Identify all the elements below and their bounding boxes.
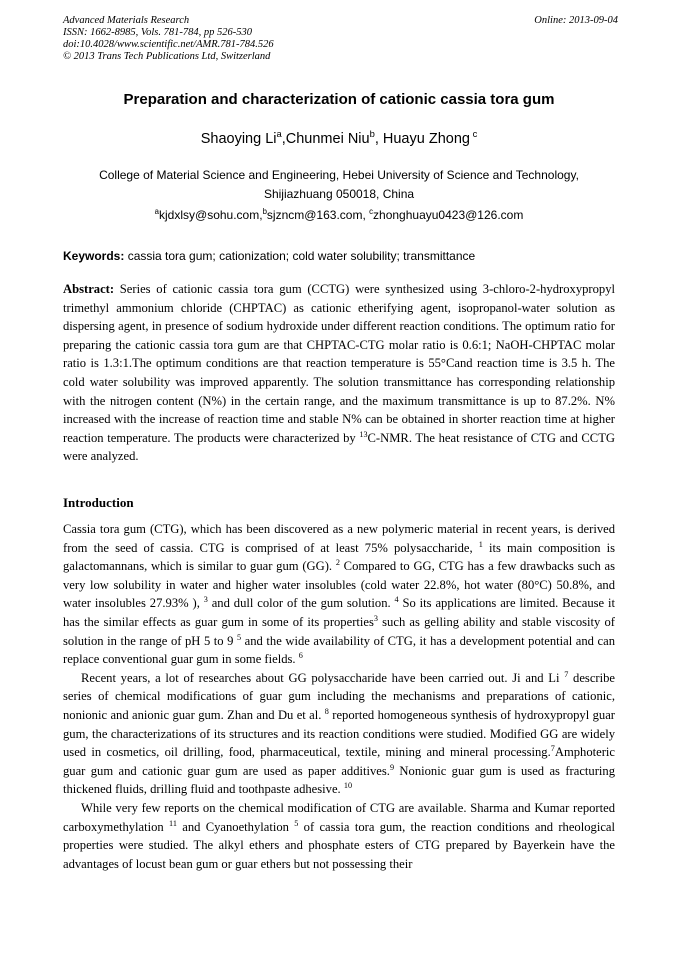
paper-title: Preparation and characterization of cationic cassia tora gum — [123, 91, 555, 108]
citation-ref: 1 — [478, 539, 483, 549]
paragraph-text: and dull color of the gum solution. — [207, 596, 395, 611]
citation-ref: 10 — [343, 781, 353, 791]
isotope-superscript: 13 — [359, 429, 368, 439]
author-name: Chunmei Niu — [285, 131, 370, 147]
citation-ref: 5 — [237, 632, 242, 642]
email-address: zhonghuayu0423@126.com — [373, 208, 524, 222]
abstract-text: Series of cationic cassia tora gum (CCTG) were synthesized using 3-chloro-2-hydroxypropyl trimethyl ammonium chloride (CHPTAC) as cationic etherifying agent, isopropanol-water solution as dispersing agent, in presence of sodium hydroxide under different reaction conditions. The optimum ratio for preparing the cationic cassia tora gum are that CHPTAC-CTG molar ratio is 0.6:1; NaOH-CHPTAC molar ratio is 1.3:1.The optimum conditions are that reaction temperature is 55°Cand reaction time is 3.5 h. The cold water solubility was improved apparently. The solution transmittance has corresponding relationship with the nitrogen content (N%) in the certain range, and the maximum transmittance is up to 87.2%. N% increased with the increase of reaction time and stable N% can be obtained in shorter reaction time at higher reaction temperature. The products were characterized by — [63, 282, 615, 445]
paragraph-text: its main composition is galactomannans, which is similar to guar gum (GG). — [63, 540, 615, 574]
paragraph-text: and the wide availability of CTG, it has a development potential and can replace conventional guar gum in some fields. — [63, 633, 616, 667]
paragraph — [63, 799, 615, 873]
section-heading: Introduction — [63, 495, 134, 510]
author-separator: , — [374, 131, 383, 147]
paragraph-text: of cassia tora gum, the reaction conditions and rheological properties were studied. The alkyl ethers and phosphate esters of CTG prepared by Bayerkein have the advantages of locust bean gum or guar ethers but not possessing their — [63, 819, 616, 871]
abstract-text: C-NMR. The heat resistance of CTG and CCTG were analyzed. — [63, 430, 615, 464]
citation-ref: 8 — [324, 706, 329, 716]
paragraph-text: Recent years, a lot of researches about GG polysaccharide have been carried out. Ji and Li — [81, 670, 565, 685]
citation-ref: 3 — [373, 613, 378, 623]
doi-line: doi:10.4028/www.scientific.net/AMR.781-784.526 — [63, 39, 274, 50]
author-name: Shaoying Li — [200, 131, 277, 147]
author-affil-mark: c — [469, 128, 478, 140]
paragraph-text: and Cyanoethylation — [176, 819, 295, 834]
paragraph-text: While very few reports on the chemical modification of CTG are available. Sharma and Kumar reported carboxymethylation — [63, 800, 615, 834]
paragraph — [63, 520, 615, 669]
keywords-text: cassia tora gum; cationization; cold water solubility; transmittance — [124, 249, 476, 263]
citation-ref: 2 — [335, 558, 340, 567]
online-date: Online: 2013-09-04 — [534, 15, 618, 26]
keywords-label: Keywords: — [63, 249, 125, 263]
journal-header — [63, 15, 618, 63]
author-emails — [0, 208, 678, 222]
citation-ref: 7 — [564, 669, 569, 679]
email-mark: a — [154, 207, 160, 216]
citation-ref: 5 — [294, 818, 299, 828]
citation-ref: 7 — [550, 743, 555, 753]
copyright-line: © 2013 Trans Tech Publications Ltd, Switzerland — [63, 51, 271, 62]
author-separator: , — [281, 131, 286, 147]
citation-ref: 6 — [298, 650, 303, 660]
paragraph-text: Amphoteric guar gum and cationic guar gum are used as paper additives. — [63, 745, 615, 778]
affiliation — [70, 166, 608, 204]
affiliation-line: College of Material Science and Engineering, Hebei University of Science and Technology, — [99, 168, 579, 182]
author-affil-mark: b — [369, 128, 375, 140]
issn-line: ISSN: 1662-8985, Vols. 781-784, pp 526-530 — [63, 27, 252, 38]
author-name: Huayu Zhong — [382, 131, 470, 147]
paragraph-text: such as gelling ability and stable viscosity of solution in the range of pH 5 to 9 — [63, 614, 615, 648]
keywords — [63, 249, 618, 263]
citation-ref: 9 — [389, 762, 395, 772]
citation-ref: 11 — [169, 818, 177, 828]
paragraph-text: So its applications are limited. Because it has the similar effects as guar gum in some of its properties — [63, 596, 615, 629]
paragraph-text: Nonionic guar gum is used as fracturing thickened fluids, drilling fluid and toothpaste adhesive. — [63, 763, 615, 797]
paragraph-text: reported homogeneous synthesis of hydroxypropyl guar gum, the characterizations of its structures and its reaction conditions were studied. Modified GG are widely used in cosmetics, oil drilling, food, pharmaceutical, textile, mining and mineral processing. — [63, 707, 615, 760]
email-address: sjzncm@163.com, — [266, 208, 370, 222]
affiliation-line: Shijiazhuang 050018, China — [263, 187, 415, 201]
paragraph-text: Compared to GG, CTG has a few drawbacks such as very low solubility in water and higher water insolubles (cold water 22.8%, hot water (80°C) 50.8%, and water insolubles 27.93% ), — [63, 559, 616, 611]
paragraph-text: describe series of chemical modifications of guar gum including the mechanisms and preparations of cationic, nonionic and anionic guar gum. Zhan and Du et al. — [63, 670, 615, 722]
email-address: kjdxlsy@sohu.com, — [159, 208, 263, 222]
citation-ref: 4 — [394, 595, 399, 605]
paragraph-text: Cassia tora gum (CTG), which has been discovered as a new polymeric material in recent years, is derived from the seed of cassia. CTG is comprised of at least 75% polysaccharide, — [63, 522, 615, 555]
author-affil-mark: a — [276, 128, 282, 140]
author-list — [0, 128, 678, 147]
abstract-label: Abstract: — [63, 282, 115, 296]
email-mark: b — [262, 207, 267, 216]
introduction-body — [63, 520, 615, 873]
journal-name: Advanced Materials Research — [63, 15, 190, 26]
paragraph — [63, 669, 615, 799]
email-mark: c — [369, 207, 374, 216]
citation-ref: 3 — [203, 595, 208, 605]
abstract — [63, 280, 615, 466]
